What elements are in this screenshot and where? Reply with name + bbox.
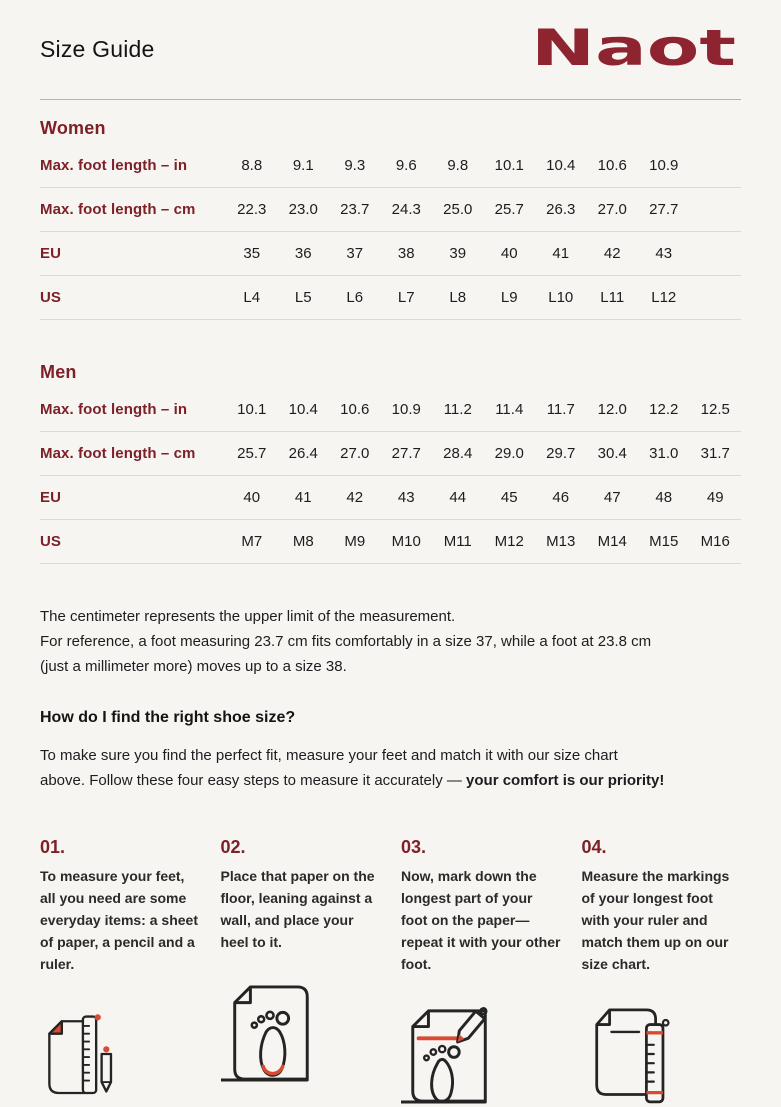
size-cell: L10 xyxy=(548,289,574,306)
size-cell: 8.8 xyxy=(241,157,263,174)
note-line: The centimeter represents the upper limit of the measurement. xyxy=(40,608,456,625)
measurement-notes xyxy=(40,604,741,679)
size-cell: 11.7 xyxy=(546,401,575,418)
size-cell: 27.0 xyxy=(340,445,370,462)
size-cell: 26.4 xyxy=(288,445,318,462)
size-cell: 43 xyxy=(655,245,673,262)
size-cell: 43 xyxy=(397,489,415,506)
size-cell xyxy=(690,188,742,232)
size-cell: 39 xyxy=(449,245,467,262)
size-cell: 10.4 xyxy=(546,157,576,174)
size-cell: M15 xyxy=(649,533,679,550)
size-cell: L9 xyxy=(500,289,518,306)
step-text: To measure your feet, all you need are some everyday items: a sheet of paper, a pencil and a ruler. xyxy=(40,868,198,972)
size-cell: 29.0 xyxy=(494,445,524,462)
step-text: Now, mark down the longest part of your foot on the paper—repeat it with your other foot. xyxy=(401,868,561,972)
how-to-intro xyxy=(40,743,741,793)
size-cell: L12 xyxy=(651,289,677,306)
size-cell: 49 xyxy=(706,489,724,506)
size-cell: 48 xyxy=(655,489,673,506)
size-cell: 10.4 xyxy=(288,401,318,418)
size-cell: M16 xyxy=(700,533,730,550)
size-cell: M12 xyxy=(494,533,524,550)
size-cell: L7 xyxy=(397,289,415,306)
step-3 xyxy=(401,837,561,1107)
row-label: EU xyxy=(40,489,62,506)
size-cell: 37 xyxy=(346,245,364,262)
measuring-steps xyxy=(40,837,741,1107)
size-cell: 10.9 xyxy=(649,157,679,174)
size-cell: 42 xyxy=(346,489,364,506)
table-row xyxy=(40,232,741,276)
size-cell: 38 xyxy=(397,245,415,262)
size-cell: M9 xyxy=(344,533,366,550)
table-row xyxy=(40,520,741,564)
women-section xyxy=(40,118,741,320)
row-label: Max. foot length – cm xyxy=(40,201,196,218)
table-row xyxy=(40,144,741,188)
page-header xyxy=(40,0,741,100)
size-cell: 41 xyxy=(294,489,312,506)
size-cell: 27.7 xyxy=(391,445,421,462)
size-cell: 9.3 xyxy=(344,157,366,174)
table-row xyxy=(40,188,741,232)
size-cell xyxy=(690,232,742,276)
size-cell: 10.6 xyxy=(597,157,627,174)
size-cell: 42 xyxy=(603,245,621,262)
row-label: Max. foot length – cm xyxy=(40,445,196,462)
size-cell: 26.3 xyxy=(546,201,576,218)
table-row xyxy=(40,432,741,476)
size-cell: 40 xyxy=(243,489,261,506)
size-cell: 29.7 xyxy=(546,445,576,462)
table-row xyxy=(40,388,741,432)
paper-mark-ruler-icon xyxy=(582,1003,742,1107)
row-label: US xyxy=(40,289,62,306)
step-text: Measure the markings of your longest foot with your ruler and match them up on our size chart. xyxy=(581,868,730,972)
step-number: 02. xyxy=(220,837,246,857)
size-cell: 30.4 xyxy=(597,445,627,462)
size-cell: L11 xyxy=(600,289,625,306)
intro-text: To make sure you find the perfect fit, measure your feet and match it with our size chart xyxy=(40,747,618,764)
paper-footprint-pencil-mark-icon xyxy=(401,1003,561,1107)
size-cell: 23.0 xyxy=(288,201,318,218)
size-cell: 24.3 xyxy=(391,201,421,218)
size-cell: 45 xyxy=(500,489,518,506)
note-line: (just a millimeter more) moves up to a size 38. xyxy=(40,658,347,675)
row-label: US xyxy=(40,533,62,550)
size-cell: 35 xyxy=(243,245,261,262)
size-cell: L8 xyxy=(449,289,467,306)
size-cell: 10.1 xyxy=(494,157,524,174)
size-cell: L4 xyxy=(243,289,261,306)
table-row xyxy=(40,276,741,320)
size-cell: 46 xyxy=(552,489,570,506)
size-cell: M10 xyxy=(391,533,421,550)
size-cell: 31.7 xyxy=(700,445,730,462)
size-cell: M13 xyxy=(546,533,576,550)
size-cell xyxy=(690,276,742,320)
row-label: EU xyxy=(40,245,62,262)
size-cell: M14 xyxy=(597,533,627,550)
size-cell: 11.4 xyxy=(495,401,524,418)
size-cell: 47 xyxy=(603,489,621,506)
size-cell: 10.1 xyxy=(237,401,267,418)
size-cell: 12.2 xyxy=(649,401,679,418)
women-size-table xyxy=(40,144,741,320)
size-cell: 44 xyxy=(449,489,467,506)
intro-line xyxy=(40,743,741,768)
size-cell: 11.2 xyxy=(443,401,472,418)
size-cell: 27.0 xyxy=(597,201,627,218)
men-heading: Men xyxy=(40,362,77,382)
row-label: Max. foot length – in xyxy=(40,401,188,418)
size-cell: 23.7 xyxy=(340,201,370,218)
size-cell: M7 xyxy=(241,533,263,550)
size-cell: 9.8 xyxy=(447,157,469,174)
row-label: Max. foot length – in xyxy=(40,157,188,174)
size-cell: 27.7 xyxy=(649,201,679,218)
size-cell: 22.3 xyxy=(237,201,267,218)
size-cell: 25.7 xyxy=(237,445,267,462)
size-cell: M11 xyxy=(443,533,472,550)
size-cell: 36 xyxy=(294,245,312,262)
size-cell: L5 xyxy=(294,289,312,306)
size-cell: 9.1 xyxy=(292,157,314,174)
size-cell: 25.7 xyxy=(494,201,524,218)
size-cell xyxy=(690,144,742,188)
table-row xyxy=(40,476,741,520)
women-heading: Women xyxy=(40,118,106,138)
size-cell: 41 xyxy=(552,245,570,262)
size-cell: 40 xyxy=(500,245,518,262)
note-line: For reference, a foot measuring 23.7 cm fits comfortably in a size 37, while a foot at 23.8 cm xyxy=(40,633,652,650)
step-number: 01. xyxy=(40,837,66,857)
size-cell: L6 xyxy=(346,289,364,306)
step-number: 03. xyxy=(401,837,427,857)
size-cell: 31.0 xyxy=(649,445,679,462)
step-2 xyxy=(221,837,381,1107)
size-cell: 10.9 xyxy=(391,401,421,418)
size-cell: 12.0 xyxy=(597,401,627,418)
naot-logo-text: Naot xyxy=(531,19,736,75)
intro-text-bold: your comfort is our priority! xyxy=(466,772,665,789)
paper-heel-footprint-icon xyxy=(221,981,381,1085)
step-text: Place that paper on the floor, leaning against a wall, and place your heel to it. xyxy=(220,868,375,950)
men-section xyxy=(40,362,741,564)
size-cell: 9.6 xyxy=(395,157,417,174)
step-4 xyxy=(582,837,742,1107)
intro-text: above. Follow these four easy steps to measure it accurately — xyxy=(40,772,467,789)
step-number: 04. xyxy=(581,837,607,857)
size-cell: 10.6 xyxy=(340,401,370,418)
size-cell: 28.4 xyxy=(443,445,473,462)
intro-line xyxy=(40,768,741,793)
size-cell: 25.0 xyxy=(443,201,473,218)
size-cell: 12.5 xyxy=(700,401,730,418)
naot-logo xyxy=(529,19,741,80)
step-1 xyxy=(40,837,200,1107)
size-cell: M8 xyxy=(292,533,314,550)
men-size-table xyxy=(40,388,741,564)
paper-ruler-pencil-icon xyxy=(40,1003,200,1107)
naot-logo-icon xyxy=(529,19,741,75)
page-title: Size Guide xyxy=(40,36,155,62)
how-to-heading: How do I find the right shoe size? xyxy=(40,709,296,726)
